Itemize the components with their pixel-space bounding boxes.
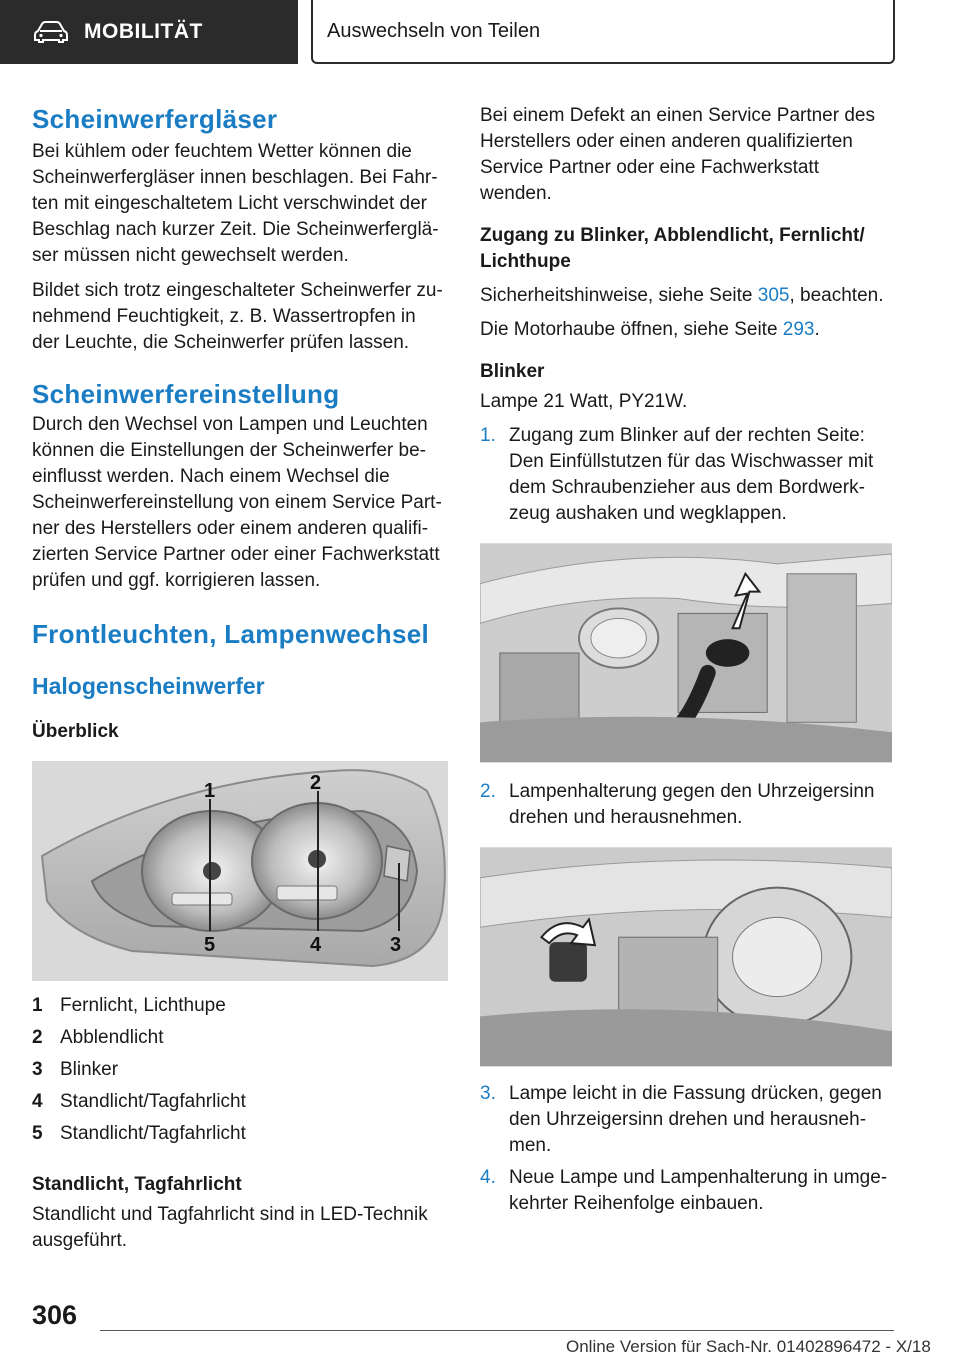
legend-text: Standlicht/Tagfahrlicht <box>60 1091 246 1112</box>
step-num: 2. <box>480 781 496 802</box>
legend-item <box>32 1054 448 1086</box>
callout-1: 1 <box>204 780 216 802</box>
legend-item <box>32 990 448 1022</box>
chapter-title: Auswechseln von Teilen <box>311 0 895 64</box>
heading-frontleuchten: Frontleuchten, Lampenwechsel <box>32 619 430 649</box>
legend-item <box>32 1022 448 1054</box>
step-num: 4. <box>480 1167 496 1188</box>
step-text: Neue Lampe und Lampenhalterung in umgekehrter Reihenfolge einbauen. <box>509 1167 888 1214</box>
motorhaube-text-end: . <box>814 319 820 340</box>
heading-scheinwerferglaeser: Scheinwerfergläser <box>32 104 278 134</box>
headlight-overview-image <box>32 761 448 981</box>
paragraph-glaeser-1: Bei kühlem oder feuchtem Wetter können die Scheinwerfergläser innen beschlagen. Bei Fahrten mit eingeschaltetem Licht verschwindet der Beschlag nach kurzer Zeit. Die Scheinwerfergläser müssen nicht gewechselt werden. <box>32 141 439 266</box>
right-column <box>480 103 892 1217</box>
legend-num: 4 <box>32 1091 43 1112</box>
step-text: Lampenhalterung gegen den Uhrzeigersinn drehen und herausnehmen. <box>509 781 875 828</box>
legend-list <box>32 990 448 1150</box>
page-link-293[interactable]: 293 <box>782 319 815 340</box>
paragraph-sicherheit <box>480 283 892 309</box>
legend-item <box>32 1118 448 1150</box>
sicherheit-text: Sicherheitshinweise, siehe Seite <box>480 285 758 306</box>
step-item <box>480 779 892 831</box>
callout-5: 5 <box>204 934 216 956</box>
steps-list <box>480 423 892 527</box>
heading-standlicht: Standlicht, Tagfahrlicht <box>32 1174 242 1195</box>
step-item <box>480 1081 892 1159</box>
paragraph-glaeser-2: Bildet sich trotz eingeschalteter Scheinwerfer zunehmend Feuchtigkeit, z. B. Wassertropfen in der Leuchte, die Scheinwerfer prüfen lassen. <box>32 280 443 353</box>
paragraph-defekt: Bei einem Defekt an einen Service Partner des Herstellers oder einen anderen qualifizierten Service Partner oder eine Fachwerkstatt wenden. <box>480 105 875 204</box>
callout-3: 3 <box>390 934 402 956</box>
step-text: Lampe leicht in die Fassung drücken, gegen den Uhrzeigersinn drehen und herausnehmen. <box>509 1083 882 1156</box>
heading-ueberblick: Überblick <box>32 721 119 742</box>
sicherheit-text-end: , beachten. <box>789 285 884 306</box>
legend-text: Blinker <box>60 1059 119 1080</box>
motorhaube-text: Die Motorhaube öffnen, siehe Seite <box>480 319 783 340</box>
callout-4: 4 <box>310 934 322 956</box>
online-version-note: Online Version für Sach-Nr. 01402896472 - X/18 <box>566 1337 931 1356</box>
legend-item <box>32 1086 448 1118</box>
step-num: 3. <box>480 1083 496 1104</box>
legend-num: 1 <box>32 995 43 1016</box>
paragraph-einstellung: Durch den Wechsel von Lampen und Leuchten können die Einstellungen der Scheinwerfer beeinflusst werden. Nach einem Wechsel die Scheinwerfereinstellung von einem Service Partner des Herstellers oder einem anderen qualifizierten Service Partner oder einer Fachwerkstatt prüfen und ggf. korrigieren lassen. <box>32 414 442 591</box>
steps-list <box>480 1081 892 1217</box>
legend-text: Abblendlicht <box>60 1027 164 1048</box>
paragraph-motorhaube <box>480 317 892 343</box>
legend-num: 5 <box>32 1123 43 1144</box>
step-num: 1. <box>480 425 496 446</box>
heading-zugang: Zugang zu Blinker, Abblendlicht, Fernlicht/ Lichthupe <box>480 225 865 272</box>
lamp-holder-image <box>480 847 892 1067</box>
callout-2: 2 <box>310 772 322 794</box>
page-link-305[interactable]: 305 <box>757 285 790 306</box>
heading-halogenscheinwerfer: Halogenscheinwerfer <box>32 673 265 699</box>
heading-scheinwerfereinstellung: Scheinwerfereinstellung <box>32 379 340 409</box>
legend-text: Standlicht/Tagfahrlicht <box>60 1123 246 1144</box>
page-number: 306 <box>32 1300 78 1330</box>
paragraph-lampe: Lampe 21 Watt, PY21W. <box>480 391 688 412</box>
section-tab[interactable] <box>0 0 298 64</box>
step-text: Zugang zum Blinker auf der rechten Seite: Den Einfüllstutzen für das Wischwasser mit dem Schraubenzieher aus dem Bordwerkzeug aushaken und wegklappen. <box>509 425 874 524</box>
legend-text: Fernlicht, Lichthupe <box>60 995 226 1016</box>
footer-divider <box>100 1330 894 1331</box>
left-column <box>32 103 448 1254</box>
steps-list <box>480 779 892 831</box>
paragraph-standlicht: Standlicht und Tagfahrlicht sind in LED-Technik ausgeführt. <box>32 1204 428 1251</box>
step-item <box>480 1165 892 1217</box>
legend-num: 3 <box>32 1059 43 1080</box>
heading-blinker: Blinker <box>480 361 545 382</box>
legend-num: 2 <box>32 1027 43 1048</box>
step-item <box>480 423 892 527</box>
section-label: MOBILITÄT <box>84 20 203 43</box>
engine-bay-washer-image <box>480 543 892 763</box>
car-icon <box>34 21 68 43</box>
